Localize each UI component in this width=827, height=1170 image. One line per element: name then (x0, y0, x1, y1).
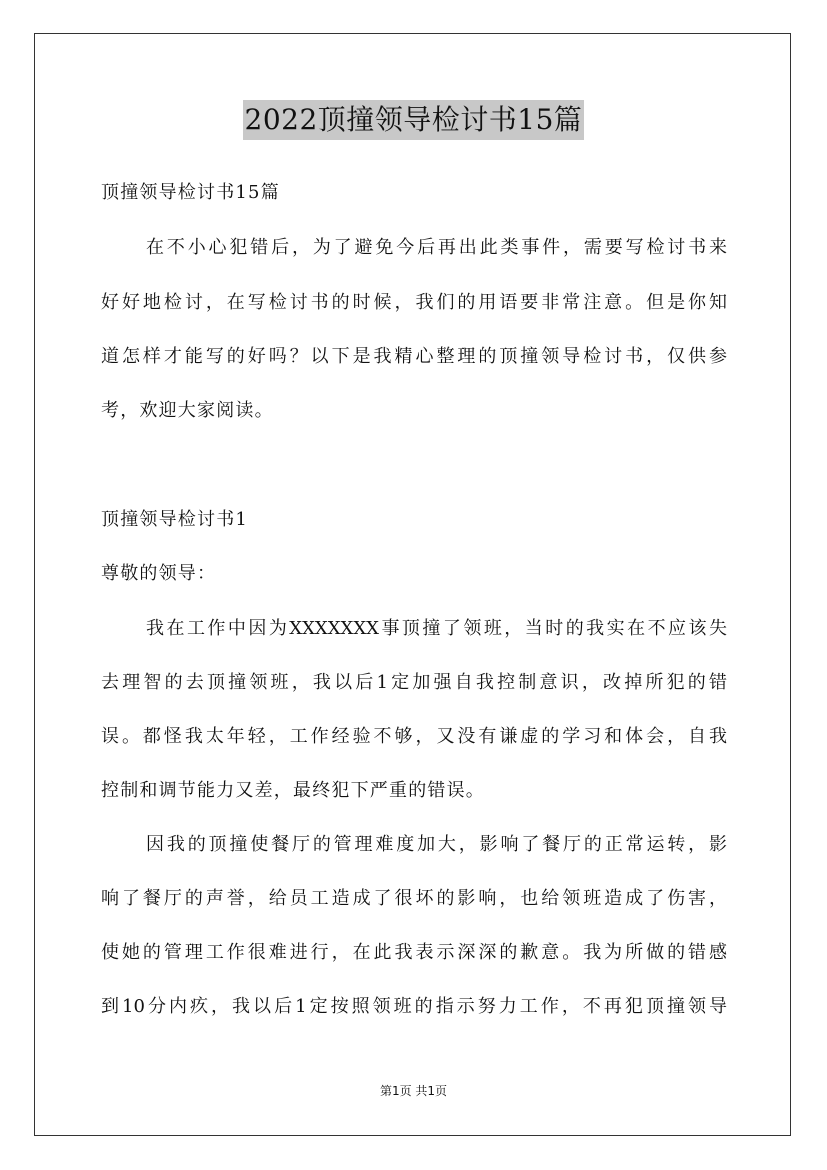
paragraph-line: 使她的管理工作很难进行，在此我表示深深的歉意。我为所做的错感 (101, 942, 727, 963)
salutation: 尊敬的领导： (101, 563, 217, 584)
section-heading: 顶撞领导检讨书1 (101, 509, 249, 530)
intro-line: 考，欢迎大家阅读。 (101, 400, 274, 421)
title-container (0, 100, 827, 140)
intro-line: 在不小心犯错后，为了避免今后再出此类事件，需要写检讨书来 (146, 237, 727, 258)
paragraph-line: 响了餐厅的声誉，给员工造成了很坏的影响，也给领班造成了伤害， (101, 888, 727, 909)
intro-line: 好好地检讨，在写检讨书的时候，我们的用语要非常注意。但是你知 (101, 292, 727, 313)
paragraph-line: 我在工作中因为XXXXXXX事顶撞了领班，当时的我实在不应该失 (146, 618, 727, 639)
document-title: 2022顶撞领导检讨书15篇 (243, 100, 585, 140)
paragraph-line: 因我的顶撞使餐厅的管理难度加大，影响了餐厅的正常运转，影 (146, 834, 727, 855)
paragraph-line: 到10分内疚，我以后1定按照领班的指示努力工作，不再犯顶撞领导 (101, 996, 727, 1017)
paragraph-line: 去理智的去顶撞领班，我以后1定加强自我控制意识，改掉所犯的错 (101, 672, 727, 693)
intro-line: 道怎样才能写的好吗？以下是我精心整理的顶撞领导检讨书，仅供参 (101, 346, 727, 367)
paragraph-line: 误。都怪我太年轻，工作经验不够，又没有谦虚的学习和体会，自我 (101, 726, 727, 747)
page-footer: 第1页 共1页 (379, 1084, 448, 1098)
document-subtitle: 顶撞领导检讨书15篇 (101, 182, 280, 203)
paragraph-line: 控制和调节能力又差，最终犯下严重的错误。 (101, 780, 485, 801)
